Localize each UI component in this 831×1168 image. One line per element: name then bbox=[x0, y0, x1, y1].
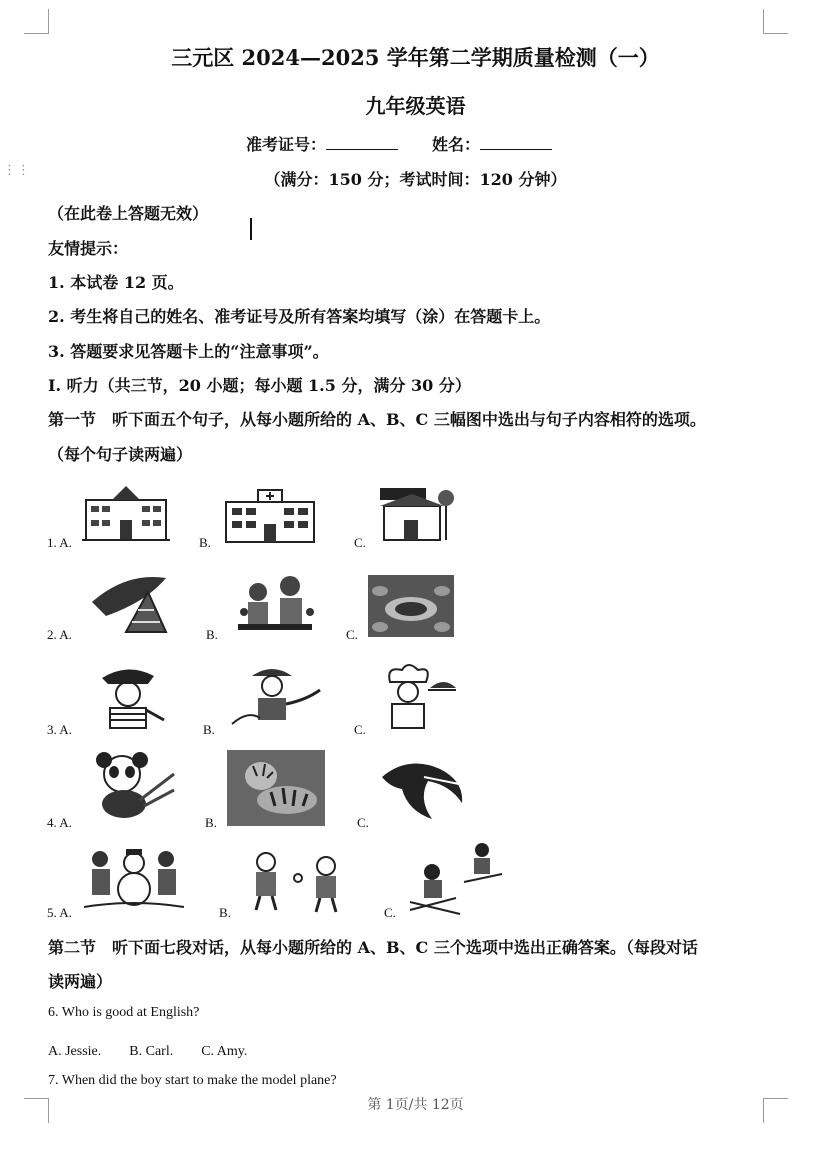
name-label: 姓名： bbox=[432, 135, 481, 154]
q5-option-c-label: C. bbox=[384, 905, 396, 920]
section2-heading: 第二节 听下面七段对话，从每小题所给的 A、B、C 三个选项中选出正确答案。（每段对话 bbox=[48, 938, 698, 957]
q2-option-c-label: C. bbox=[346, 627, 358, 642]
q4-option-b-label: B. bbox=[205, 815, 217, 830]
q3-option-a-label: 3. A. bbox=[47, 722, 72, 737]
police-officer-icon bbox=[88, 662, 170, 730]
skiing-icon bbox=[406, 840, 504, 916]
restaurant-icon bbox=[376, 484, 456, 544]
q1-option-a-label: 1. A. bbox=[47, 535, 72, 550]
invalid-notice: （在此卷上答题无效） bbox=[48, 204, 209, 223]
exam-subtitle: 九年级英语 bbox=[365, 94, 466, 118]
q5-option-a-label: 5. A. bbox=[47, 905, 72, 920]
candidate-info bbox=[246, 132, 552, 155]
q4-option-a-label: 4. A. bbox=[47, 815, 72, 830]
q2-option-b-label: B. bbox=[206, 627, 218, 642]
section2-heading-cont: 读两遍） bbox=[48, 972, 113, 991]
name-blank bbox=[480, 135, 552, 150]
snowball-fight-icon bbox=[242, 848, 350, 916]
hospital-building-icon bbox=[222, 488, 318, 544]
food-table-icon bbox=[368, 575, 454, 637]
section1-note: （每个句子读两遍） bbox=[48, 445, 193, 464]
page-number: 第 1页/共 12页 bbox=[367, 1097, 464, 1113]
crop-mark-top-left bbox=[24, 9, 49, 34]
q1-option-b-label: B. bbox=[199, 535, 211, 550]
tips-title: 友情提示： bbox=[48, 239, 129, 258]
panda-icon bbox=[90, 750, 176, 820]
family-eating-icon bbox=[232, 572, 318, 636]
tiger-icon bbox=[227, 750, 325, 826]
exam-no-label: 准考证号： bbox=[246, 135, 327, 154]
tip-item: 1. 本试卷 12 页。 bbox=[48, 273, 184, 292]
exam-title: 三元区 2024—2025 学年第二学期质量检测（一） bbox=[171, 45, 660, 70]
q1-option-c-label: C. bbox=[354, 535, 366, 550]
q5-option-b-label: B. bbox=[219, 905, 231, 920]
question-6: 6. Who is good at English? bbox=[48, 1005, 200, 1020]
score-info: （满分：150 分；考试时间：120 分钟） bbox=[264, 170, 567, 189]
q3-option-c-label: C. bbox=[354, 722, 366, 737]
tip-item: 3. 答题要求见答题卡上的“注意事项”。 bbox=[48, 342, 329, 361]
firefighter-icon bbox=[228, 660, 324, 730]
q3-option-b-label: B. bbox=[203, 722, 215, 737]
text-cursor bbox=[250, 218, 252, 240]
chef-icon bbox=[376, 662, 458, 732]
q2-option-a-label: 2. A. bbox=[47, 627, 72, 642]
question-7: 7. When did the boy start to make the model plane? bbox=[48, 1073, 337, 1088]
school-building-icon bbox=[82, 482, 170, 544]
q4-option-c-label: C. bbox=[357, 815, 369, 830]
dolphin-icon bbox=[378, 755, 468, 827]
tip-item: 2. 考生将自己的姓名、准考证号及所有答案均填写（涂）在答题卡上。 bbox=[48, 307, 551, 326]
zongzi-icon bbox=[86, 572, 172, 636]
snowman-icon bbox=[84, 843, 184, 913]
question-6-options: A. Jessie. B. Carl. C. Amy. bbox=[48, 1044, 248, 1059]
drag-handle-icon[interactable]: ⋮⋮ bbox=[3, 163, 31, 178]
section1-heading: 第一节 听下面五个句子，从每小题所给的 A、B、C 三幅图中选出与句子内容相符的选项。 bbox=[48, 410, 706, 429]
crop-mark-top-right bbox=[763, 9, 788, 34]
part1-heading: Ⅰ. 听力（共三节，20 小题；每小题 1.5 分，满分 30 分） bbox=[48, 376, 471, 395]
exam-no-blank bbox=[326, 135, 398, 150]
